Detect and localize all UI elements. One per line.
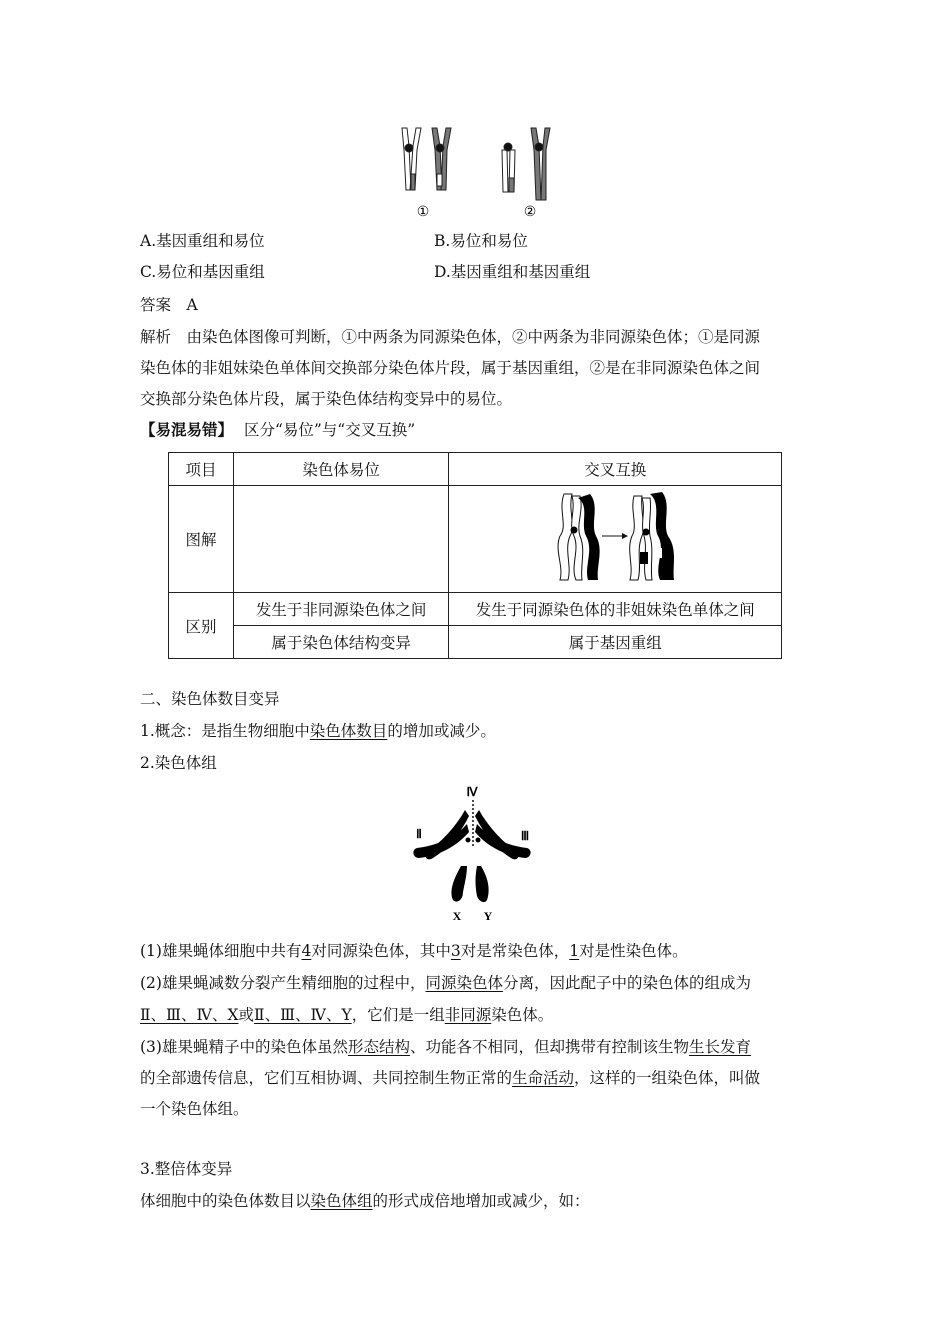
p2-text-a: (2)雄果蝇减数分裂产生精细胞的过程中， bbox=[140, 974, 426, 992]
header-translocation: 染色体易位 bbox=[233, 453, 449, 486]
mixup-heading bbox=[140, 420, 415, 440]
p3-text-b: 、功能各不相同，但却携带有控制该生物 bbox=[409, 1038, 689, 1056]
chromosome-x bbox=[451, 866, 467, 902]
p1-num-2: 3 bbox=[450, 942, 461, 960]
p1-text-d: 对是性染色体。 bbox=[579, 942, 688, 960]
option-a: A.基因重组和易位 bbox=[140, 232, 265, 250]
chromosome-2a bbox=[502, 143, 515, 192]
p3-text-d: ，这样的一组染色体，叫做 bbox=[574, 1069, 761, 1087]
crossover-diff-1: 发生于同源染色体的非姐妹染色单体之间 bbox=[449, 593, 782, 626]
p2-underlined-2: Ⅱ、Ⅲ、Ⅳ、X bbox=[140, 1006, 239, 1024]
label-iv: Ⅳ bbox=[466, 785, 478, 799]
label-iii: Ⅲ bbox=[520, 829, 530, 843]
p2-text-b: 分离，因此配子中的染色体的组成为 bbox=[502, 974, 751, 992]
p1-text-a: (1)雄果蝇体细胞中共有 bbox=[140, 942, 302, 960]
p2-underlined-1: 同源染色体 bbox=[425, 974, 503, 992]
label-y: Y bbox=[483, 909, 493, 923]
header-item: 项目 bbox=[169, 453, 234, 486]
label-x: X bbox=[452, 909, 462, 923]
answer-line: 答案 A bbox=[140, 296, 198, 314]
table-row-diagram bbox=[169, 486, 782, 593]
analysis-line-1: 解析 由染色体图像可判断，①中两条为同源染色体，②中两条为非同源染色体；①是同源 bbox=[140, 328, 761, 346]
crossover-diff-2: 属于基因重组 bbox=[449, 626, 782, 659]
p3-underlined-2: 生长发育 bbox=[689, 1038, 752, 1056]
concept-pre: 1.概念：是指生物细胞中 bbox=[140, 722, 310, 740]
translocation-diagram-cell bbox=[233, 486, 449, 593]
table-header-row bbox=[169, 453, 782, 486]
p2-text-e: 染色体。 bbox=[491, 1006, 554, 1024]
concept-underlined: 染色体数目 bbox=[309, 722, 388, 740]
p1-num-1: 4 bbox=[301, 942, 312, 960]
table-row-diff-1 bbox=[169, 593, 782, 626]
paragraph-1 bbox=[140, 941, 688, 961]
chromosome-iv-b bbox=[476, 838, 481, 843]
mixup-tag: 【易混易错】 bbox=[140, 420, 234, 439]
mixup-title: 区分“易位”与“交叉互换” bbox=[243, 421, 416, 439]
last-underlined: 染色体组 bbox=[310, 1192, 373, 1210]
paragraph-2-line-1 bbox=[140, 973, 751, 993]
table-row-diff-2 bbox=[169, 626, 782, 659]
chromosome-2b bbox=[531, 128, 550, 200]
paragraph-3-line-1 bbox=[140, 1037, 751, 1057]
p2-underlined-4: 非同源 bbox=[444, 1006, 492, 1024]
p2-text-d: ，它们是一组 bbox=[351, 1006, 445, 1024]
p3-text-a: (3)雄果蝇精子中的染色体虽然 bbox=[140, 1038, 348, 1056]
p3-underlined-3: 生命活动 bbox=[512, 1069, 575, 1087]
chromosome-iv-a bbox=[466, 838, 471, 843]
option-d: D.基因重组和基因重组 bbox=[434, 263, 591, 281]
chromosome-exchange-figure bbox=[390, 120, 570, 225]
p2-text-c: 或 bbox=[238, 1006, 255, 1024]
section-heading: 二、染色体数目变异 bbox=[140, 690, 280, 708]
figure-label-1: ① bbox=[416, 204, 430, 220]
concept-line bbox=[140, 721, 496, 741]
crossover-diagram bbox=[550, 490, 680, 584]
paragraph-3-line-2 bbox=[140, 1068, 760, 1088]
p1-text-b: 对同源染色体，其中 bbox=[311, 942, 451, 960]
paragraph-2-line-2 bbox=[140, 1005, 553, 1025]
row-label-difference: 区别 bbox=[169, 593, 234, 659]
option-c: C.易位和基因重组 bbox=[140, 263, 265, 281]
analysis-line-3: 交换部分染色体片段，属于染色体结构变异中的易位。 bbox=[140, 390, 513, 408]
translocation-diff-2: 属于染色体结构变异 bbox=[233, 626, 449, 659]
translocation-diff-1: 发生于非同源染色体之间 bbox=[233, 593, 449, 626]
item-2-heading: 2.染色体组 bbox=[140, 754, 217, 772]
last-line bbox=[140, 1191, 590, 1211]
chromosome-1b bbox=[432, 128, 451, 190]
header-crossover: 交叉互换 bbox=[449, 453, 782, 486]
concept-post: 的增加或减少。 bbox=[387, 722, 496, 740]
paragraph-3-line-3: 一个染色体组。 bbox=[140, 1100, 249, 1118]
figure-label-2: ② bbox=[523, 204, 537, 220]
comparison-table bbox=[168, 452, 782, 659]
analysis-line-2: 染色体的非姐妹染色单体间交换部分染色体片段，属于基因重组，②是在非同源染色体之间 bbox=[140, 359, 761, 377]
row-label-diagram: 图解 bbox=[169, 486, 234, 593]
chromosome-1a bbox=[402, 128, 421, 190]
p3-underlined-1: 形态结构 bbox=[347, 1038, 410, 1056]
last-text-a: 体细胞中的染色体数目以 bbox=[140, 1192, 311, 1210]
p2-underlined-3: Ⅱ、Ⅲ、Ⅳ、Y bbox=[254, 1006, 352, 1024]
p1-text-c: 对是常染色体， bbox=[460, 942, 570, 960]
crossover-diagram-cell bbox=[449, 486, 782, 593]
label-ii: Ⅱ bbox=[416, 827, 422, 841]
p3-text-c: 的全部遗传信息，它们互相协调、共同控制生物正常的 bbox=[140, 1069, 513, 1087]
p1-num-3: 1 bbox=[569, 942, 580, 960]
item-3-heading: 3.整倍体变异 bbox=[140, 1160, 233, 1178]
chromosome-y bbox=[476, 866, 489, 902]
last-text-b: 的形式成倍地增加或减少，如： bbox=[372, 1192, 590, 1210]
option-b: B.易位和易位 bbox=[434, 232, 528, 250]
drosophila-karyotype-figure bbox=[405, 782, 545, 924]
